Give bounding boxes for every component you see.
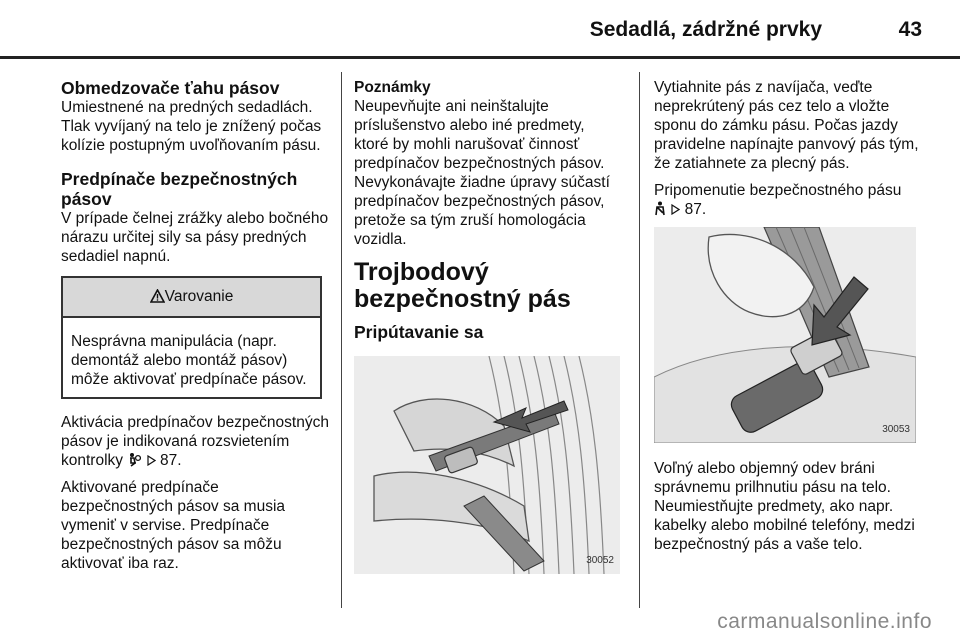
warning-title: Varovanie <box>164 288 234 305</box>
note-label: Poznámky <box>354 79 431 96</box>
fastening-illustration <box>354 356 620 574</box>
warning-body: Nesprávna manipulácia (napr. demontáž alebo montáž pásov) môže aktivovať predpínače pásov. <box>71 333 307 388</box>
heading-belt-force-limiters: Obmedzovače ťahu pásov <box>61 78 280 98</box>
warning-header <box>63 278 320 318</box>
figure-code: 30053 <box>882 424 910 435</box>
heading-three-point-belt: Trojbodový bezpečnostný pás <box>354 258 571 313</box>
warning-triangle-icon <box>150 289 165 303</box>
paragraph-pretensioners: V prípade čelnej zrážky alebo bočného nárazu určitej sily sa pásy predných sedadiel napnú. <box>61 210 329 265</box>
page-number: 43 <box>898 18 922 41</box>
column-left <box>61 78 331 581</box>
watermark: carmanualsonline.info <box>717 610 932 633</box>
seatbelt-reminder-icon <box>654 201 666 216</box>
paragraph-service: Aktivované predpínače bezpečnostných pásov sa musia vymeniť v servise. Predpínače bezpečnostných pásov sa môžu aktivovať iba raz. <box>61 479 286 572</box>
paragraph-reminder <box>654 181 934 219</box>
figure-buckle-insert <box>654 227 916 443</box>
page-reference-arrow-icon <box>146 455 156 466</box>
heading-belt-pretensioners: Predpínače bezpečnostných pásov <box>61 169 298 209</box>
column-middle <box>354 78 622 574</box>
paragraph-clothing: Voľný alebo objemný odev bráni správnemu prilhnutiu pásu na telo. Neumiestňujte predmety, ako napr. kabelky alebo mobilné telefóny, medzi bezpečnostný pás a vaše telo. <box>654 460 915 553</box>
reminder-page-ref: 87. <box>684 201 707 218</box>
column-divider <box>639 72 640 608</box>
buckle-illustration <box>654 227 916 443</box>
figure-code: 30052 <box>586 555 614 566</box>
header-divider <box>0 56 960 59</box>
paragraph-pull-belt: Vytiahnite pás z navíjača, veďte neprekrútený pás cez telo a vložte sponu do zámku pásu. Počas jazdy pravidelne napínajte panvový pás tým, že zatiahnete za plecný pás. <box>654 79 919 172</box>
warning-box <box>61 276 322 399</box>
reminder-text: Pripomenutie bezpečnostného pásu <box>654 182 902 199</box>
heading-fastening: Pripútavanie sa <box>354 322 484 342</box>
paragraph-force-limiters: Umiestnené na predných sedadlách. Tlak vyvíjaný na telo je znížený počas kolízie postupným uvoľňovaním pásu. <box>61 99 322 154</box>
page-reference-arrow-icon <box>670 204 680 215</box>
figure-fastening-belt <box>354 356 620 574</box>
column-divider <box>341 72 342 608</box>
activation-page-ref: 87. <box>159 452 182 469</box>
column-right <box>654 78 934 562</box>
activation-text: Aktivácia predpínačov bezpečnostných pásov je indikovaná rozsvietením kontrolky <box>61 414 329 469</box>
airbag-seatbelt-icon <box>127 452 141 467</box>
page-section-title: Sedadlá, zádržné prvky <box>589 18 822 41</box>
paragraph-activation <box>61 413 331 470</box>
note-body: Neupevňujte ani neinštalujte príslušenstvo alebo iné predmety, ktoré by mohli narušovať činnosť predpínačov bezpečnostných pásov. Nevykonávajte žiadne úpravy súčastí predpínačov bezpečnostných pásov, pretože sa tým zruší homologácia vozidla. <box>354 98 610 248</box>
